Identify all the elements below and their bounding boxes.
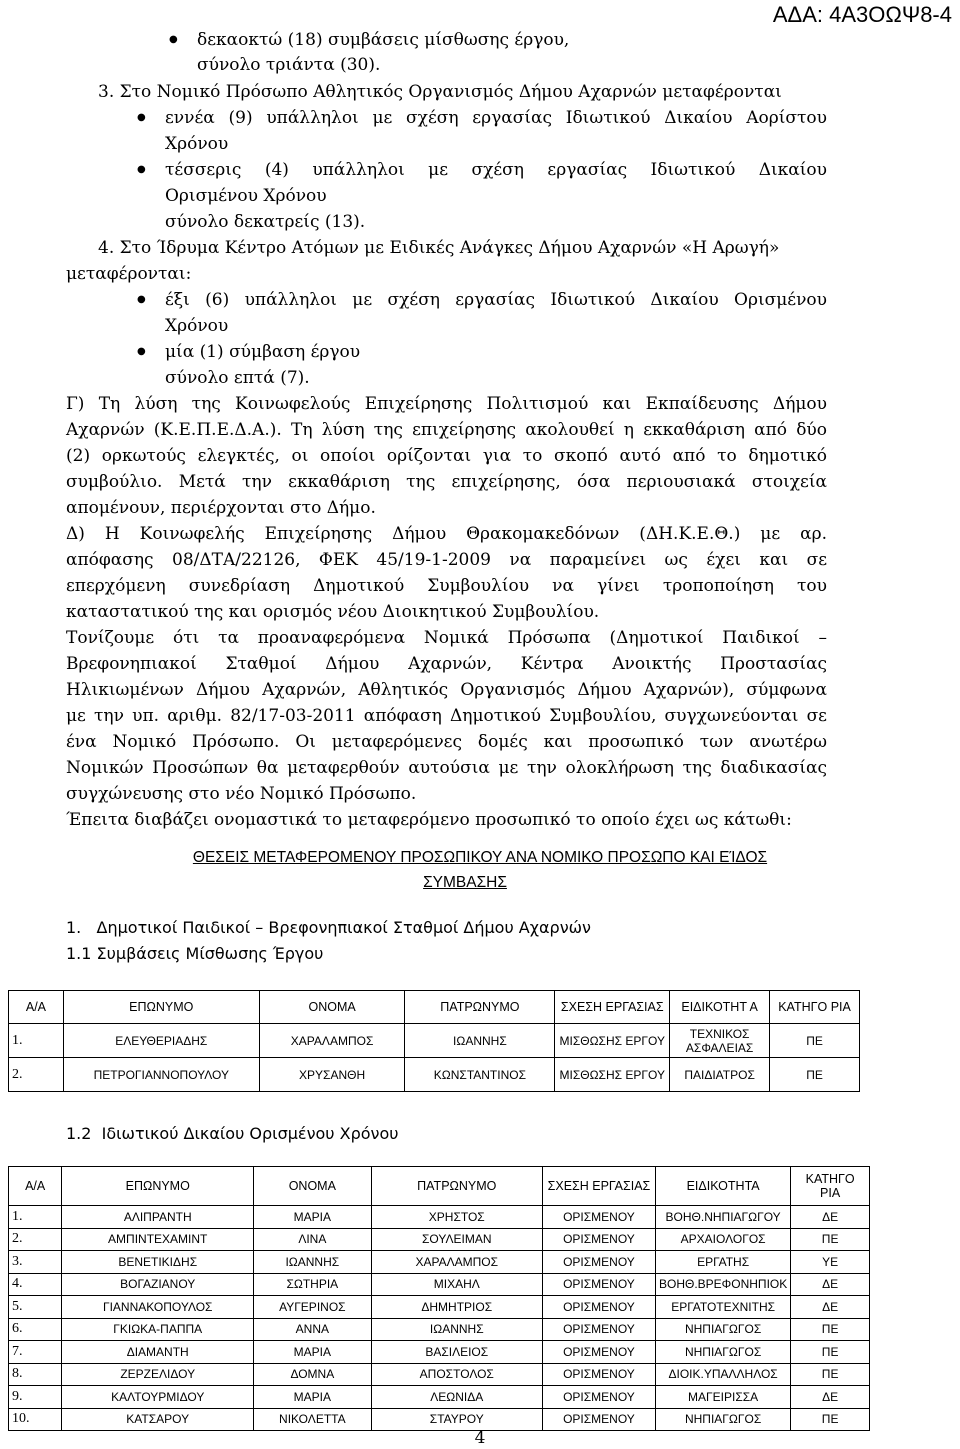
cell: ΔΕ [791, 1296, 870, 1319]
cell: ΛΙΝΑ [254, 1228, 372, 1251]
cell: ΧΡΗΣΤΟΣ [371, 1206, 542, 1229]
paragraph-g: Γ) Τη λύση της Κοινωφελούς Επιχείρησης Πολιτισμού και Εκπαίδευσης Δήμου [66, 394, 827, 414]
col-header: ΚΑΤΗΓΟ ΡΙΑ [791, 1167, 870, 1206]
table-header-row [9, 991, 860, 1024]
page-number: 4 [474, 1428, 486, 1448]
text-line: σύνολο τριάντα (30). [197, 55, 381, 75]
cell: ΧΑΡΑΛΑΜΠΟΣ [259, 1024, 405, 1058]
cell: ΟΡΙΣΜΕΝΟΥ [542, 1273, 655, 1296]
table-row [9, 1363, 870, 1386]
table-row [9, 1296, 870, 1319]
cell: ΠΕ [770, 1058, 860, 1092]
cell: ΙΩΑΝΝΗΣ [254, 1251, 372, 1274]
text-line: σύνολο δεκατρείς (13). [165, 212, 366, 232]
cell: ΓΚΙΩΚΑ-ΠΑΠΠΑ [62, 1318, 254, 1341]
text-line: ένα Νομικό Πρόσωπο. Οι μεταφερόμενες δομές και προσωπικό των ανωτέρω [66, 732, 827, 752]
col-header: ΟΝΟΜΑ [254, 1167, 372, 1206]
bullet-line: ● τέσσερις (4) υπάλληλοι με σχέση εργασίας Ιδιωτικού Δικαίου [165, 160, 827, 180]
text-line: απομένουν, περιέρχονται στο Δήμο. [66, 498, 376, 518]
col-header: ΕΙΔΙΚΟΤΗΤΑ [655, 1167, 790, 1206]
table-row [9, 1228, 870, 1251]
cell: ΝΗΠΙΑΓΩΓΟΣ [655, 1341, 790, 1364]
cell: ΑΠΟΣΤΟΛΟΣ [371, 1363, 542, 1386]
cell: ΙΩΑΝΝΗΣ [371, 1318, 542, 1341]
bullet-line: ● δεκαοκτώ (18) συμβάσεις μίσθωσης έργου, [197, 30, 569, 50]
cell: ΝΙΚΟΛΕΤΤΑ [254, 1408, 372, 1431]
table-row [9, 1058, 860, 1092]
table-row [9, 1273, 870, 1296]
text-line: Αχαρνών (Κ.Ε.Π.Ε.Δ.Α.). Τη λύση της επιχείρησης ακολουθεί η εκκαθάριση από δύο [66, 420, 827, 440]
text-line: επερχόμενη συνεδρίαση Δημοτικού Συμβουλίου να γίνει τροποποίηση του [66, 576, 827, 596]
cell: ΠΕ [791, 1408, 870, 1431]
cell: ΟΡΙΣΜΕΝΟΥ [542, 1206, 655, 1229]
cell: ΛΕΩΝΙΔΑ [371, 1386, 542, 1409]
text-line: Χρόνου [165, 134, 229, 154]
cell: ΑΡΧΑΙΟΛΟΓΟΣ [655, 1228, 790, 1251]
cell: ΒΑΣΙΛΕΙΟΣ [371, 1341, 542, 1364]
cell: ΠΕ [770, 1024, 860, 1058]
section-heading: ΘΕΣΕΙΣ ΜΕΤΑΦΕΡΟΜΕΝΟΥ ΠΡΟΣΩΠΙΚΟΥ ΑΝΑ ΝΟΜΙΚΟ ΠΡΟΣΩΠΟ ΚΑΙ ΕΊΔΟΣ [192, 849, 768, 866]
cell: ΜΑΡΙΑ [254, 1386, 372, 1409]
cell: ΣΩΤΗΡΙΑ [254, 1273, 372, 1296]
cell: ΜΙΣΘΩΣΗΣ ΕΡΓΟΥ [555, 1024, 670, 1058]
cell: ΝΗΠΙΑΓΩΓΟΣ [655, 1318, 790, 1341]
text-line: Ηλικιωμένων Δήμου Αχαρνών, Αθλητικός Οργανισμός Δήμου Αχαρνών), σύμφωνα [66, 680, 827, 700]
cell: ΠΑΙΔΙΑΤΡΟΣ [670, 1058, 770, 1092]
cell: 3. [9, 1251, 62, 1274]
cell: ΟΡΙΣΜΕΝΟΥ [542, 1363, 655, 1386]
col-header: ΠΑΤΡΩΝΥΜΟ [371, 1167, 542, 1206]
cell: ΟΡΙΣΜΕΝΟΥ [542, 1318, 655, 1341]
cell: ΑΜΠΙΝΤΕΧΑΜΙΝΤ [62, 1228, 254, 1251]
contracts-table [8, 990, 860, 1092]
table-row [9, 1251, 870, 1274]
bullet-line: ● μία (1) σύμβαση έργου [165, 342, 360, 362]
cell: 6. [9, 1318, 62, 1341]
cell: ΟΡΙΣΜΕΝΟΥ [542, 1228, 655, 1251]
cell: ΜΑΓΕΙΡΙΣΣΑ [655, 1386, 790, 1409]
cell: ΜΑΡΙΑ [254, 1206, 372, 1229]
cell: ΠΕ [791, 1363, 870, 1386]
cell: ΙΩΑΝΝΗΣ [405, 1024, 555, 1058]
cell: ΓΙΑΝΝΑΚΟΠΟΥΛΟΣ [62, 1296, 254, 1319]
text-line: Βρεφονηπιακοί Σταθμοί Δήμου Αχαρνών, Κέντρα Ανοικτής Προστασίας [66, 654, 827, 674]
text-line: Ορισμένου Χρόνου [165, 186, 327, 206]
text-line: Χρόνου [165, 316, 229, 336]
staff-table-body [9, 1206, 870, 1431]
table-header-row [9, 1167, 870, 1206]
cell: 4. [9, 1273, 62, 1296]
cell: 8. [9, 1363, 62, 1386]
cell: ΚΑΤΣΑΡΟΥ [62, 1408, 254, 1431]
cell: ΔΗΜΗΤΡΙΟΣ [371, 1296, 542, 1319]
col-header: ΣΧΕΣΗ ΕΡΓΑΣΙΑΣ [542, 1167, 655, 1206]
cell: ΜΙΣΘΩΣΗΣ ΕΡΓΟΥ [555, 1058, 670, 1092]
section-heading-cont: ΣΥΜΒΑΣΗΣ [423, 874, 507, 891]
paragraph-d: Δ) Η Κοινωφελής Επιχείρησης Δήμου Θρακομακεδόνων (ΔΗ.Κ.Ε.Θ.) με αρ. [66, 524, 827, 544]
text-line: με την υπ. αριθμ. 82/17-03-2011 απόφαση Δημοτικού Συμβουλίου, συγχωνεύονται σε [66, 706, 827, 726]
cell: ΑΥΓΕΡΙΝΟΣ [254, 1296, 372, 1319]
cell: ΔΕ [791, 1273, 870, 1296]
cell: ΠΕ [791, 1228, 870, 1251]
cell: ΣΤΑΥΡΟΥ [371, 1408, 542, 1431]
cell: ΚΑΛΤΟΥΡΜΙΔΟΥ [62, 1386, 254, 1409]
text-line: καταστατικού της και ορισμός νέου Διοικητικού Συμβουλίου. [66, 602, 600, 622]
item-4: 4. Στο Ίδρυμα Κέντρο Ατόμων με Ειδικές Ανάγκες Δήμου Αχαρνών «Η Αρωγή» [98, 238, 780, 258]
table-row [9, 1341, 870, 1364]
cell: ΑΝΝΑ [254, 1318, 372, 1341]
cell: ΜΑΡΙΑ [254, 1341, 372, 1364]
text-line: Νομικών Προσώπων θα μεταφερθούν αυτούσια με την ολοκλήρωση της διαδικασίας [66, 758, 827, 778]
cell: ΒΟΗΘ.ΒΡΕΦΟΝΗΠΙΟΚ [655, 1273, 790, 1296]
cell: 1. [9, 1206, 62, 1229]
cell: ΟΡΙΣΜΕΝΟΥ [542, 1251, 655, 1274]
cell: ΟΡΙΣΜΕΝΟΥ [542, 1408, 655, 1431]
cell: ΑΛΙΠΡΑΝΤΗ [62, 1206, 254, 1229]
cell: ΒΕΝΕΤΙΚΙΔΗΣ [62, 1251, 254, 1274]
cell: ΟΡΙΣΜΕΝΟΥ [542, 1386, 655, 1409]
cell: 2. [9, 1228, 62, 1251]
col-header: ΕΠΩΝΥΜΟ [62, 1167, 254, 1206]
table-row [9, 1024, 860, 1058]
cell: ΔΙΑΜΑΝΤΗ [62, 1341, 254, 1364]
subheading-1-1: 1.1 Συμβάσεις Μίσθωσης Έργου [66, 944, 324, 963]
text-line: Τονίζουμε ότι τα προαναφερόμενα Νομικά Πρόσωπα (Δημοτικοί Παιδικοί – [66, 628, 827, 648]
cell: ΔΟΜΝΑ [254, 1363, 372, 1386]
col-header: ΠΑΤΡΩΝΥΜΟ [405, 991, 555, 1024]
cell: ΤΕΧΝΙΚΟΣ ΑΣΦΑΛΕΙΑΣ [670, 1024, 770, 1058]
cell: ΖΕΡΖΕΛΙΔΟΥ [62, 1363, 254, 1386]
subheading-1-2: 1.2 Ιδιωτικού Δικαίου Ορισμένου Χρόνου [66, 1124, 399, 1143]
staff-table [8, 1166, 870, 1431]
col-header: Α/Α [9, 1167, 62, 1206]
cell: ΟΡΙΣΜΕΝΟΥ [542, 1341, 655, 1364]
text-line: μεταφέρονται: [66, 264, 192, 284]
cell: ΚΩΝΣΤΑΝΤΙΝΟΣ [405, 1058, 555, 1092]
cell: ΠΕ [791, 1341, 870, 1364]
cell: 1. [9, 1024, 64, 1058]
col-header: ΕΠΩΝΥΜΟ [63, 991, 259, 1024]
text-line: Έπειτα διαβάζει ονομαστικά το μεταφερόμενο προσωπικό το οποίο έχει ως κάτωθι: [66, 810, 792, 830]
cell: ΔΕ [791, 1206, 870, 1229]
cell: ΟΡΙΣΜΕΝΟΥ [542, 1296, 655, 1319]
cell: ΥΕ [791, 1251, 870, 1274]
col-header: Α/Α [9, 991, 64, 1024]
bullet-line: ● εννέα (9) υπάλληλοι με σχέση εργασίας Ιδιωτικού Δικαίου Αορίστου [165, 108, 827, 128]
cell: 2. [9, 1058, 64, 1092]
col-header: ΚΑΤΗΓΟ ΡΙΑ [770, 991, 860, 1024]
cell: ΜΙΧΑΗΛ [371, 1273, 542, 1296]
cell: ΕΡΓΑΤΗΣ [655, 1251, 790, 1274]
cell: ΒΟΓΑΖΙΑΝΟΥ [62, 1273, 254, 1296]
cell: ΕΛΕΥΘΕΡΙΑΔΗΣ [63, 1024, 259, 1058]
cell: ΧΡΥΣΑΝΘΗ [259, 1058, 405, 1092]
cell: ΔΙΟΙΚ.ΥΠΑΛΛΗΛΟΣ [655, 1363, 790, 1386]
cell: ΕΡΓΑΤΟΤΕΧΝΙΤΗΣ [655, 1296, 790, 1319]
ada-code: ΑΔΑ: 4Α3ΟΩΨ8-4 [772, 2, 952, 27]
cell: ΣΟΥΛΕΙΜΑΝ [371, 1228, 542, 1251]
table-row [9, 1318, 870, 1341]
cell: ΔΕ [791, 1386, 870, 1409]
cell: ΠΕ [791, 1318, 870, 1341]
cell: 10. [9, 1408, 62, 1431]
col-header: ΕΙΔΙΚΟΤΗΤ Α [670, 991, 770, 1024]
text-line: συμβούλιο. Μετά την εκκαθάριση της επιχείρησης, όσα περιουσιακά στοιχεία [66, 472, 827, 492]
subheading-1: 1. Δημοτικοί Παιδικοί – Βρεφονηπιακοί Σταθμοί Δήμου Αχαρνών [66, 918, 591, 937]
cell: 5. [9, 1296, 62, 1319]
cell: ΧΑΡΑΛΑΜΠΟΣ [371, 1251, 542, 1274]
table-row [9, 1206, 870, 1229]
text-line: συγχώνευσης στο νέο Νομικό Πρόσωπο. [66, 784, 417, 804]
text-line: σύνολο επτά (7). [165, 368, 310, 388]
cell: ΠΕΤΡΟΓΙΑΝΝΟΠΟΥΛΟΥ [63, 1058, 259, 1092]
cell: 9. [9, 1386, 62, 1409]
bullet-line: ● έξι (6) υπάλληλοι με σχέση εργασίας Ιδιωτικού Δικαίου Ορισμένου [165, 290, 827, 310]
text-line: απόφασης 08/ΔΤΑ/22126, ΦΕΚ 45/19-1-2009 να παραμείνει ως έχει και σε [66, 550, 827, 570]
cell: ΝΗΠΙΑΓΩΓΟΣ [655, 1408, 790, 1431]
text-line: (2) ορκωτούς ελεγκτές, οι οποίοι ορίζονται για το σκοπό αυτό από το δημοτικό [66, 446, 827, 466]
col-header: ΟΝΟΜΑ [259, 991, 405, 1024]
cell: ΒΟΗΘ.ΝΗΠΙΑΓΩΓΟΥ [655, 1206, 790, 1229]
col-header: ΣΧΕΣΗ ΕΡΓΑΣΙΑΣ [555, 991, 670, 1024]
table-row [9, 1386, 870, 1409]
cell: 7. [9, 1341, 62, 1364]
item-3: 3. Στο Νομικό Πρόσωπο Αθλητικός Οργανισμός Δήμου Αχαρνών μεταφέρονται [98, 82, 782, 102]
